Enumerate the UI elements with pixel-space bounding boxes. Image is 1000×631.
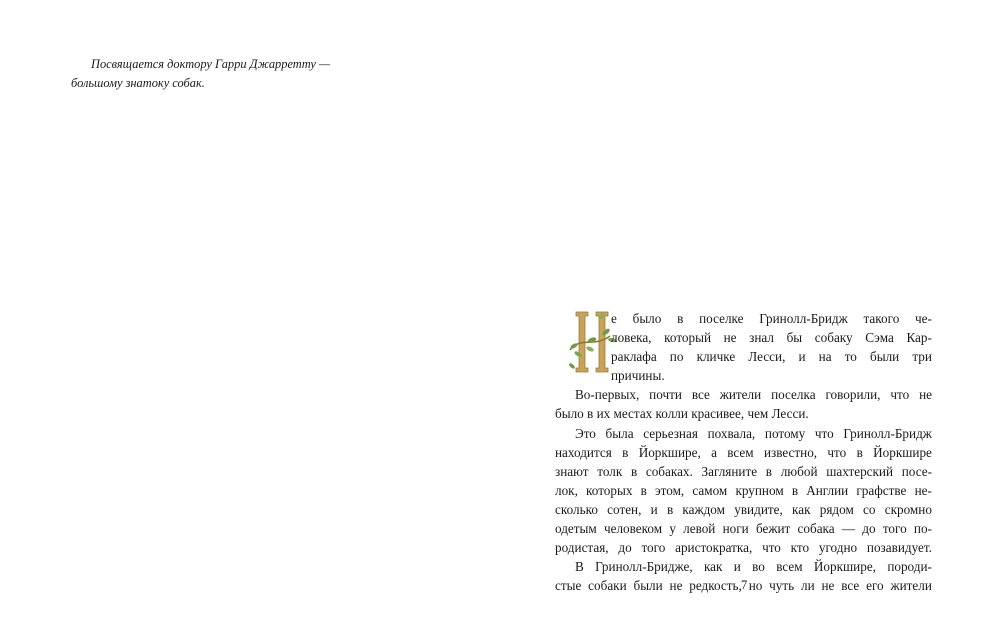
text-line: ловека, который не знал бы собаку Сэма Кар- [611,330,932,346]
text-line: причины. [611,368,665,384]
body-text [555,309,932,595]
page-number: 7 [741,578,748,592]
text-line: раклафа по кличке Лесси, и на то были три [611,349,932,365]
text-line: было в их местах колли красивее, чем Лесси. [555,406,809,422]
text-line: одетым человеком у левой ноги бежит собака — до того по- [555,521,932,537]
text-line: стые собаки были не редкость, но чуть ли не все его жители [555,578,932,594]
text-line: е было в поселке Гринолл-Бридж такого че- [611,311,932,326]
text-line: В Гринолл-Бридже, как и во всем Йоркшире, породи- [575,559,932,575]
text-line: находится в Йоркшире, а всем известно, что в Йоркшире [555,444,932,460]
text-line: сколько сотен, и в каждом увидите, как рядом со скромно [555,501,932,517]
text-line: лок, которых в этом, самом крупном в Англии графстве не- [555,482,932,498]
text-line: знают толк в собаках. Загляните в любой шахтерский посе- [555,463,932,479]
text-line: родистая, до того аристократка, что кто угодно позавидует. [555,540,932,556]
text-line: Это была серьезная похвала, потому что Гринолл-Бридж [575,425,932,441]
text-line: Во-первых, почти все жители поселка говорили, что не [575,387,932,403]
dedication [0,55,330,93]
dedication-line: Посвящается доктору Гарри Джарретту — [91,57,330,71]
dedication-line: большому знатоку собак. [71,76,205,90]
